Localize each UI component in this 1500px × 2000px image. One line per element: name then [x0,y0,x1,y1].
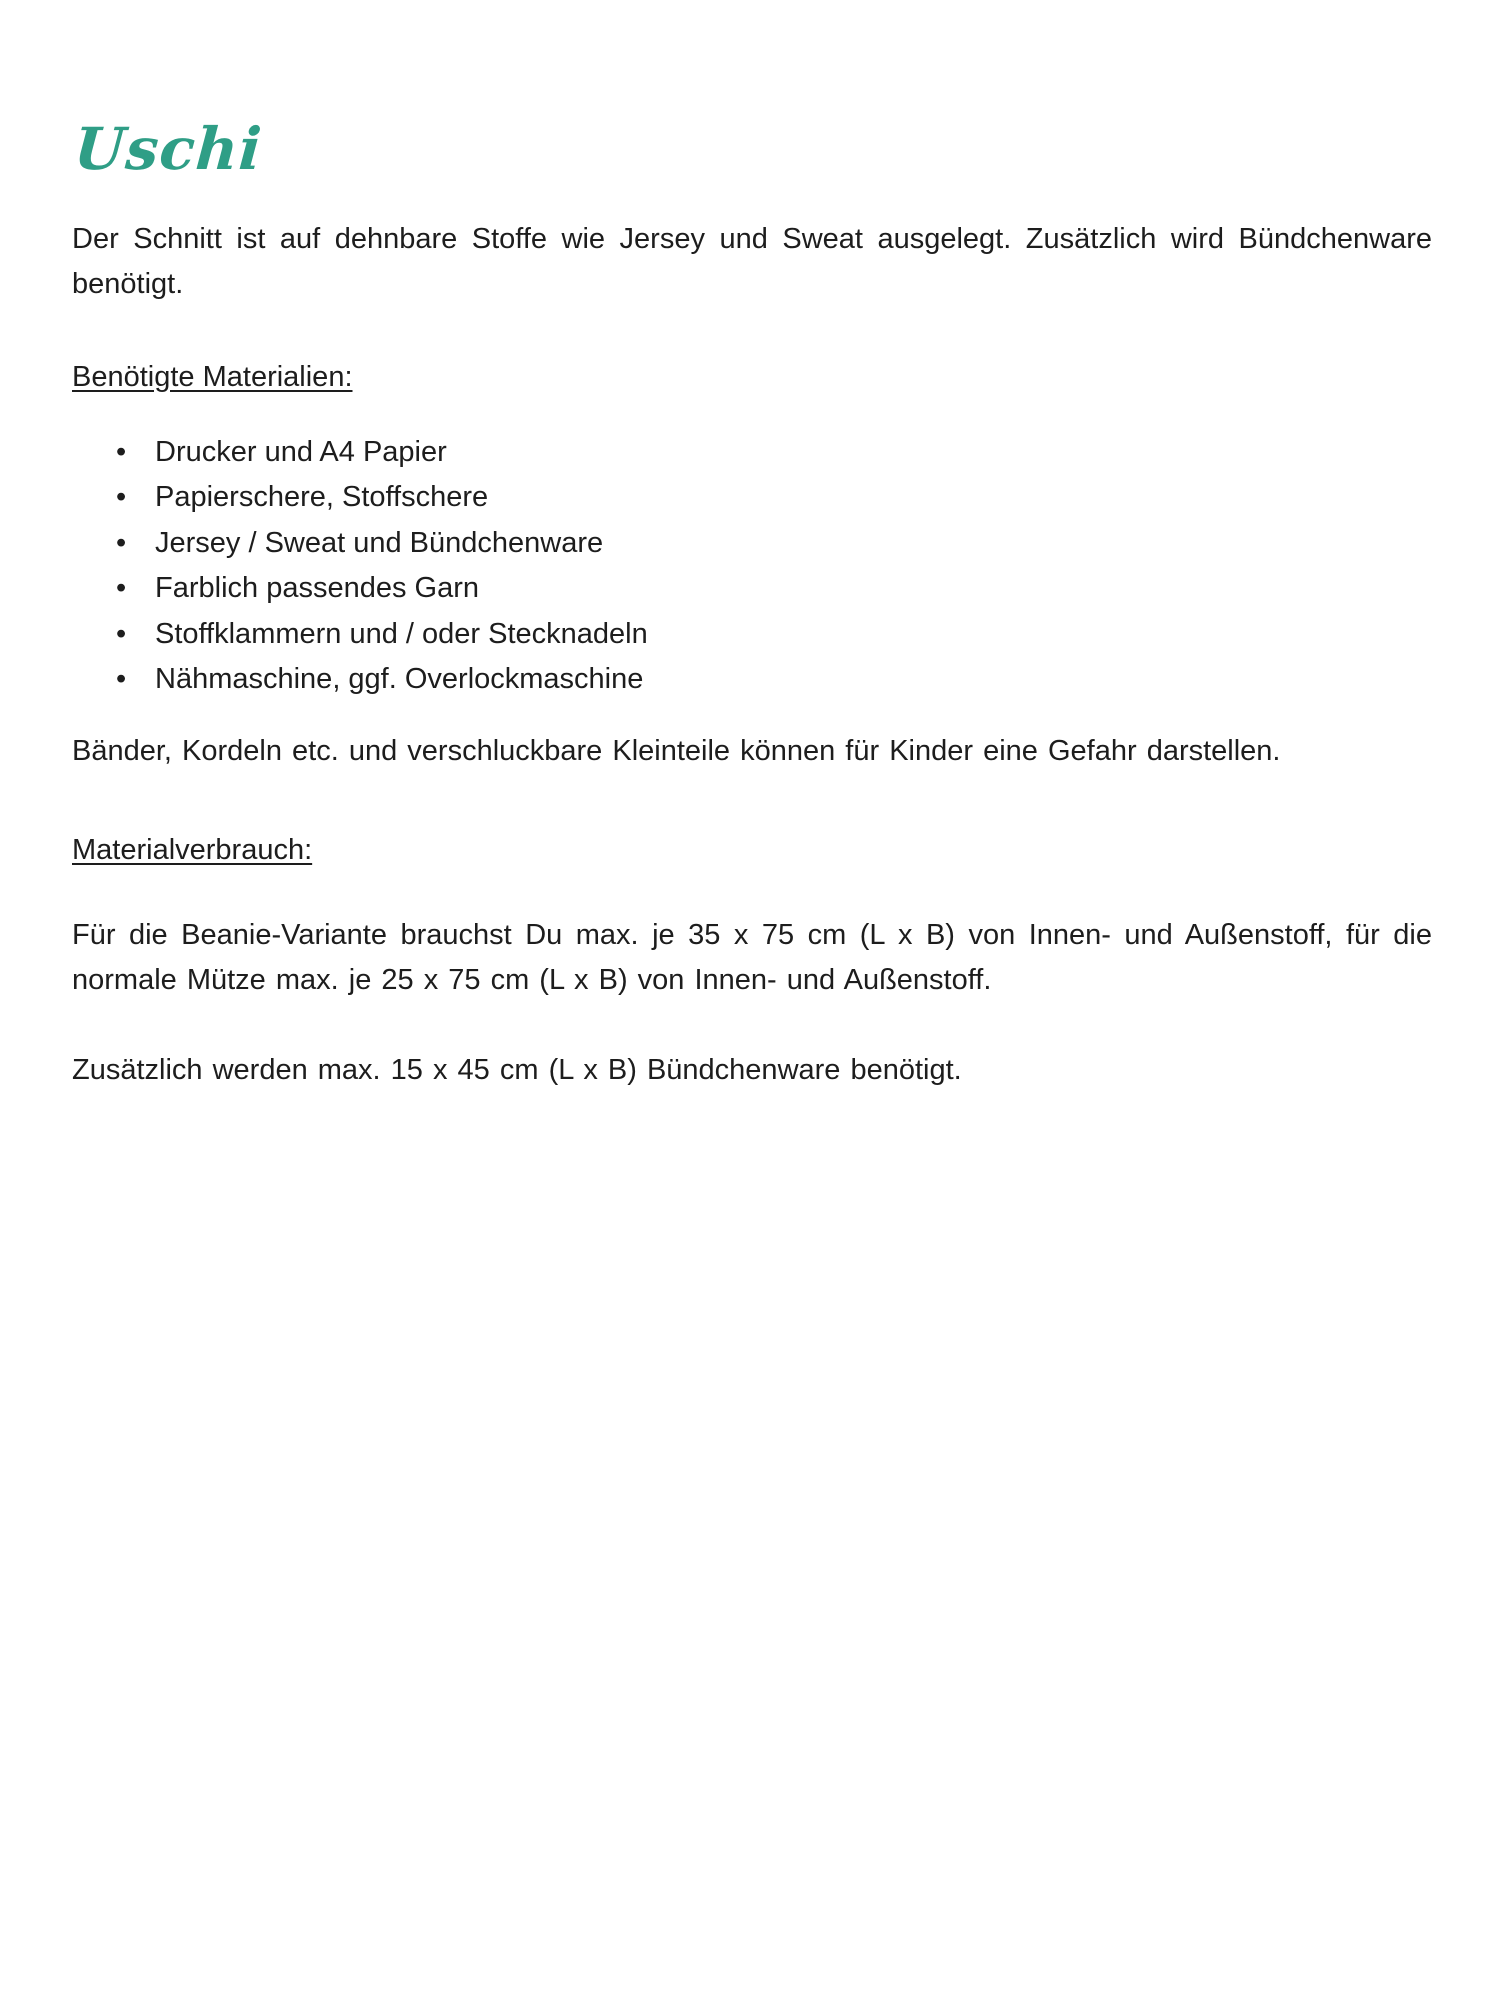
list-item: • Nähmaschine, ggf. Overlockmaschine [72,657,1432,703]
list-item: • Drucker und A4 Papier [72,430,1432,476]
intro-paragraph: Der Schnitt ist auf dehnbare Stoffe wie Jersey und Sweat ausgelegt. Zusätzlich wird Bündchenware benötigt. [72,222,1432,300]
usage-paragraph-1: Für die Beanie-Variante brauchst Du max. je 35 x 75 cm (L x B) von Innen- und Außenstoff, für die normale Mütze max. je 25 x 75 cm (L x B) von Innen- und Außenstoff. [72,918,1432,996]
usage-paragraph-2: Zusätzlich werden max. 15 x 45 cm (L x B) Bündchenware benötigt. [72,1054,962,1087]
list-item: • Papierschere, Stoffschere [72,475,1432,521]
materials-list [72,430,1432,703]
list-item: • Jersey / Sweat und Bündchenware [72,521,1432,567]
safety-warning-text: Bänder, Kordeln etc. und verschluckbare Kleinteile können für Kinder eine Gefahr darstellen. [72,734,1281,767]
list-item: • Stoffklammern und / oder Stecknadeln [72,612,1432,658]
list-item: • Farblich passendes Garn [72,566,1432,612]
usage-heading: Materialverbrauch: [72,833,313,866]
brand-logo: Uschi [71,115,265,183]
materials-heading: Benötigte Materialien: [72,360,353,393]
